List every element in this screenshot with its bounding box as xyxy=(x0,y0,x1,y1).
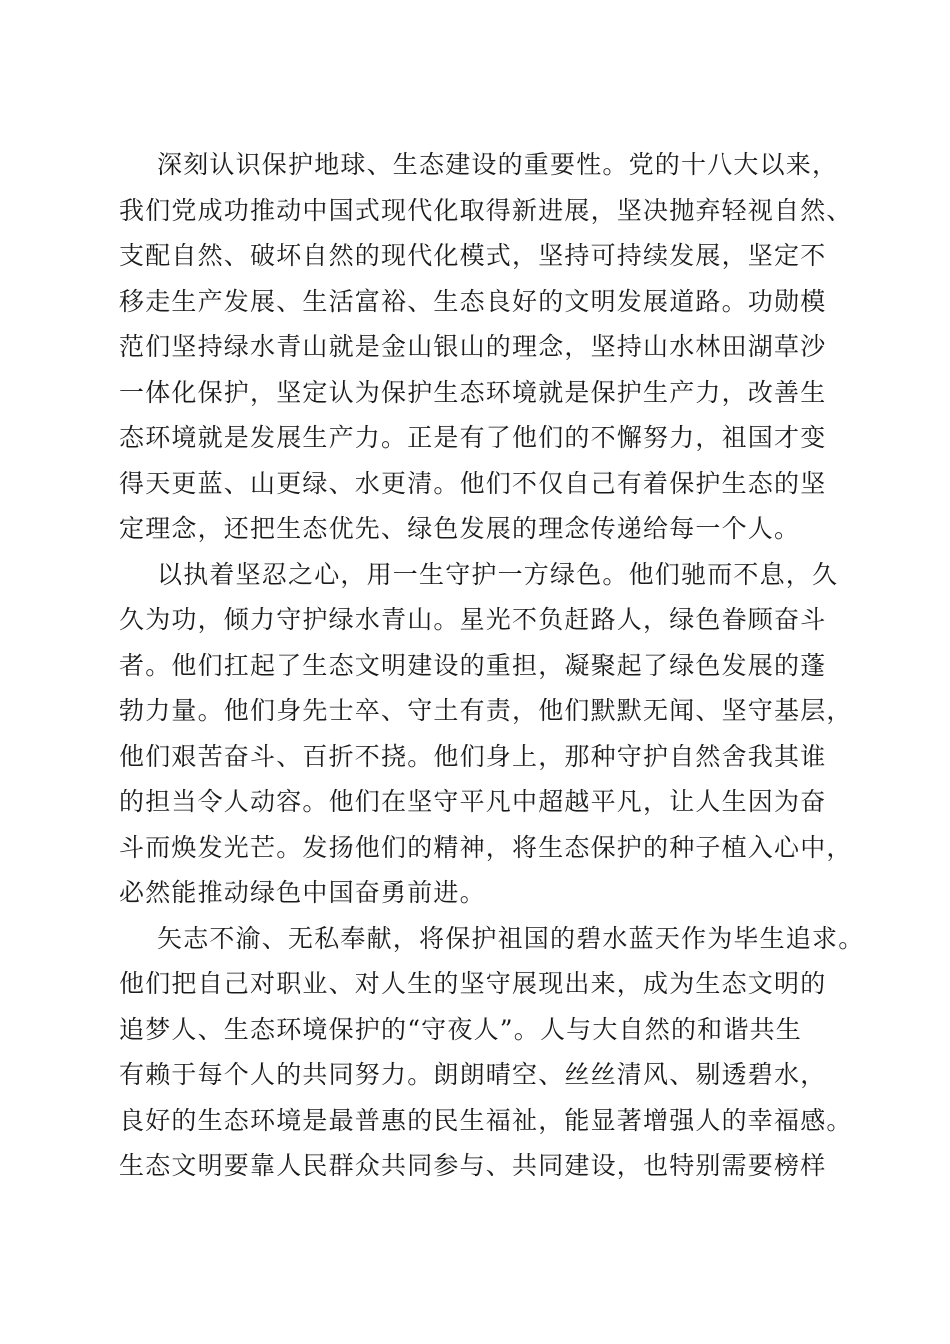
document-body xyxy=(119,142,865,1189)
text-line: 勃力量。他们身先士卒、守土有责，他们默默无闻、坚守基层， xyxy=(119,696,853,725)
text-line: 必然能推动绿色中国奋勇前进。 xyxy=(119,878,486,907)
text-line: 追梦人、生态环境保护的“守夜人”。人与大自然的和谐共生 xyxy=(119,1014,802,1044)
text-line: 矢志不渝、无私奉献，将保护祖国的碧水蓝天作为毕生追求。 xyxy=(157,923,865,953)
text-line: 以执着坚忍之心，用一生守护一方绿色。他们驰而不息，久 xyxy=(157,559,839,589)
text-line: 久为功，倾力守护绿水青山。星光不负赶路人，绿色眷顾奋斗 xyxy=(119,605,827,634)
paragraph-2 xyxy=(119,552,853,916)
text-line: 我们党成功推动中国式现代化取得新进展，坚决抛弃轻视自然、 xyxy=(119,195,853,225)
text-line: 支配自然、破坏自然的现代化模式，坚持可持续发展，坚定不 xyxy=(119,241,827,270)
text-line: 的担当令人动容。他们在坚守平凡中超越平凡，让人生因为奋 xyxy=(119,787,827,816)
text-line: 生态文明要靠人民群众共同参与、共同建设，也特别需要榜样 xyxy=(119,1151,827,1180)
text-line: 得天更蓝、山更绿、水更清。他们不仅自己有着保护生态的坚 xyxy=(119,468,827,498)
paragraph-3 xyxy=(119,916,865,1189)
text-line: 有赖于每个人的共同努力。朗朗晴空、丝丝清风、剔透碧水， xyxy=(119,1060,827,1089)
text-line: 态环境就是发展生产力。正是有了他们的不懈努力，祖国才变 xyxy=(119,423,827,452)
text-line: 一体化保护，坚定认为保护生态环境就是保护生产力，改善生 xyxy=(119,377,827,407)
text-line: 良好的生态环境是最普惠的民生福祉，能显著增强人的幸福感。 xyxy=(119,1105,853,1135)
text-line: 斗而焕发光芒。发扬他们的精神，将生态保护的种子植入心中， xyxy=(119,832,853,862)
text-line: 移走生产发展、生活富裕、生态良好的文明发展道路。功勋模 xyxy=(119,286,827,316)
text-line: 他们把自己对职业、对人生的坚守展现出来，成为生态文明的 xyxy=(119,969,827,998)
paragraph-1 xyxy=(119,142,853,552)
text-line: 范们坚持绿水青山就是金山银山的理念，坚持山水林田湖草沙 xyxy=(119,332,827,361)
text-line: 深刻认识保护地球、生态建设的重要性。党的十八大以来， xyxy=(157,150,839,179)
text-line: 他们艰苦奋斗、百折不挠。他们身上，那种守护自然舍我其谁 xyxy=(119,741,827,771)
text-line: 者。他们扛起了生态文明建设的重担，凝聚起了绿色发展的蓬 xyxy=(119,650,827,680)
text-line: 定理念，还把生态优先、绿色发展的理念传递给每一个人。 xyxy=(119,514,801,543)
